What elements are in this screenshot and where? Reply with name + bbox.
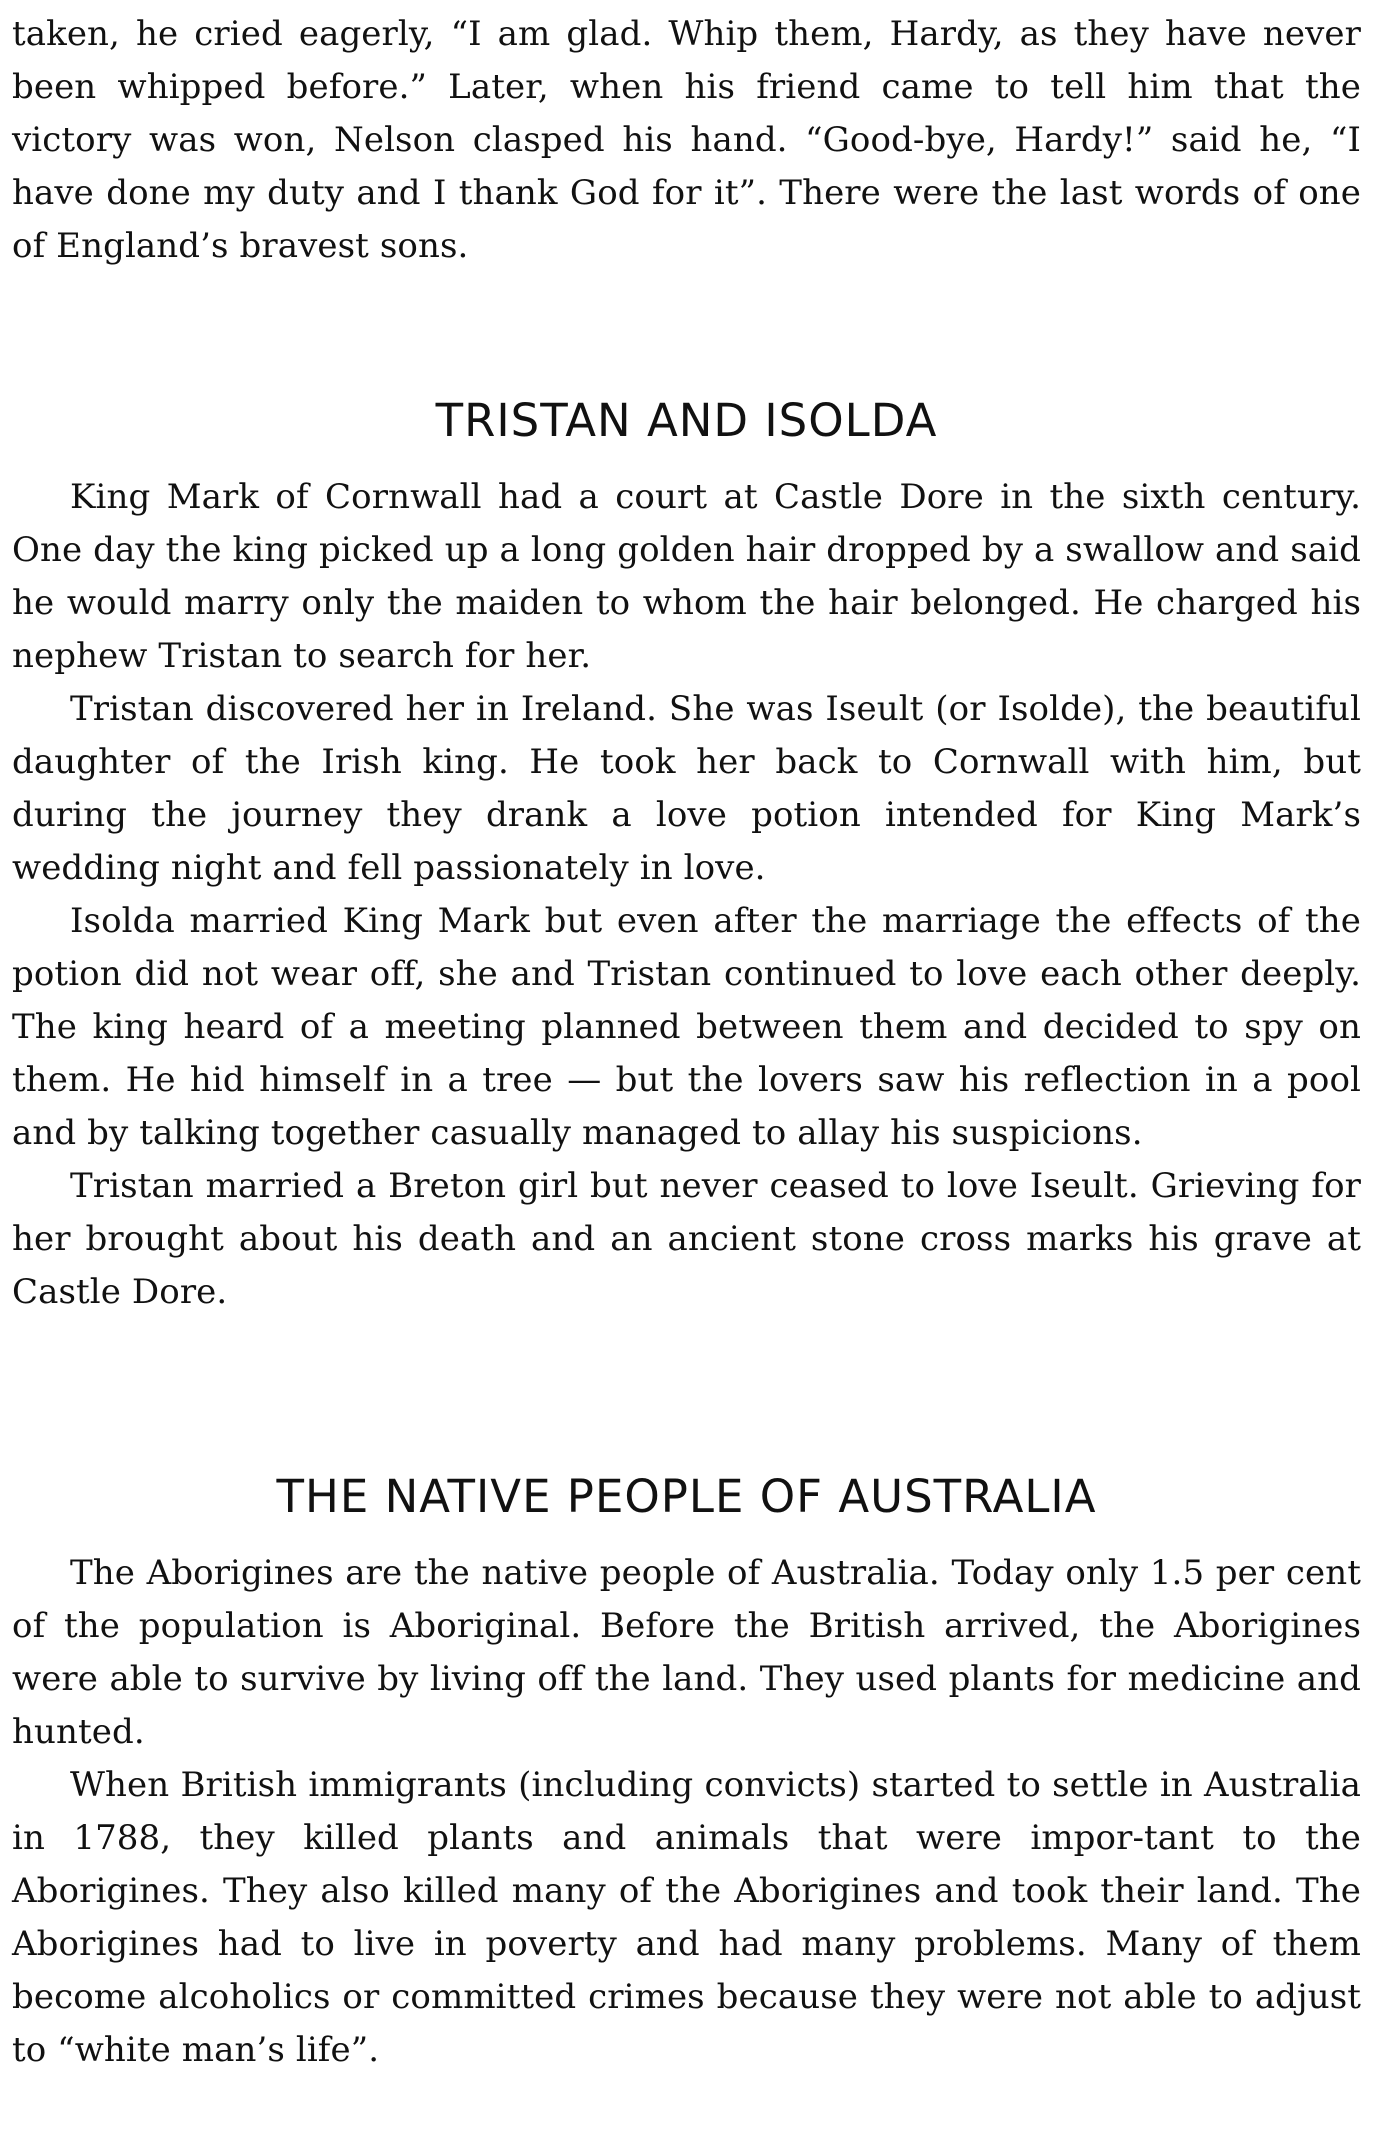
tristan-paragraph-4: Tristan married a Breton girl but never ceased to love Iseult. Grieving for her brought about his death and an ancient stone cross marks his grave at Castle Dore.	[12, 1166, 1361, 1312]
section-tristan-and-isolda	[12, 391, 1361, 1319]
australia-paragraph-1: The Aborigines are the native people of Australia. Today only 1.5 per cent of the population is Aboriginal. Before the British arrived, the Aborigines were able to survive by living off the land. They used plants for medicine and hunted.	[12, 1553, 1361, 1752]
section-title-australia: THE NATIVE PEOPLE OF AUSTRALIA	[276, 1470, 1097, 1523]
tristan-paragraph-2: Tristan discovered her in Ireland. She was Iseult (or Isolde), the beautiful daughter of the Irish king. He took her back to Cornwall with him, but during the journey they drank a love potion intended for King Mark’s wedding night and fell passionately in love.	[12, 689, 1361, 888]
australia-paragraph-2: When British immigrants (including convicts) started to settle in Australia in 1788, they killed plants and animals that were impor-tant to the Aborigines. They also killed many of the Aborigines and took their land. The Aborigines had to live in poverty and had many problems. Many of them become alcoholics or committed crimes because they were not able to adjust to “white man’s life”.	[12, 1765, 1361, 2070]
tristan-paragraph-3: Isolda married King Mark but even after the marriage the effects of the potion did not wear off, she and Tristan continued to love each other deeply. The king heard of a meeting planned between them and decided to spy on them. He hid himself in a tree — but the lovers saw his reflection in a pool and by talking together casually managed to allay his suspicions.	[12, 901, 1361, 1153]
tristan-paragraph-1: King Mark of Cornwall had a court at Castle Dore in the sixth century. One day the king picked up a long golden hair dropped by a swallow and said he would marry only the maiden to whom the hair belonged. He charged his nephew Tristan to search for her.	[12, 477, 1361, 676]
section-title-tristan: TRISTAN AND ISOLDA	[435, 394, 938, 447]
section-native-people-of-australia	[12, 1467, 1361, 2077]
intro-paragraph: taken, he cried eagerly, “I am glad. Whip them, Hardy, as they have never been whipped before.” Later, when his friend came to tell him that the victory was won, Nelson clasped his hand. “Good-bye, Hardy!” said he, “I have done my duty and I thank God for it”. There were the last words of one of England’s bravest sons.	[12, 14, 1361, 266]
